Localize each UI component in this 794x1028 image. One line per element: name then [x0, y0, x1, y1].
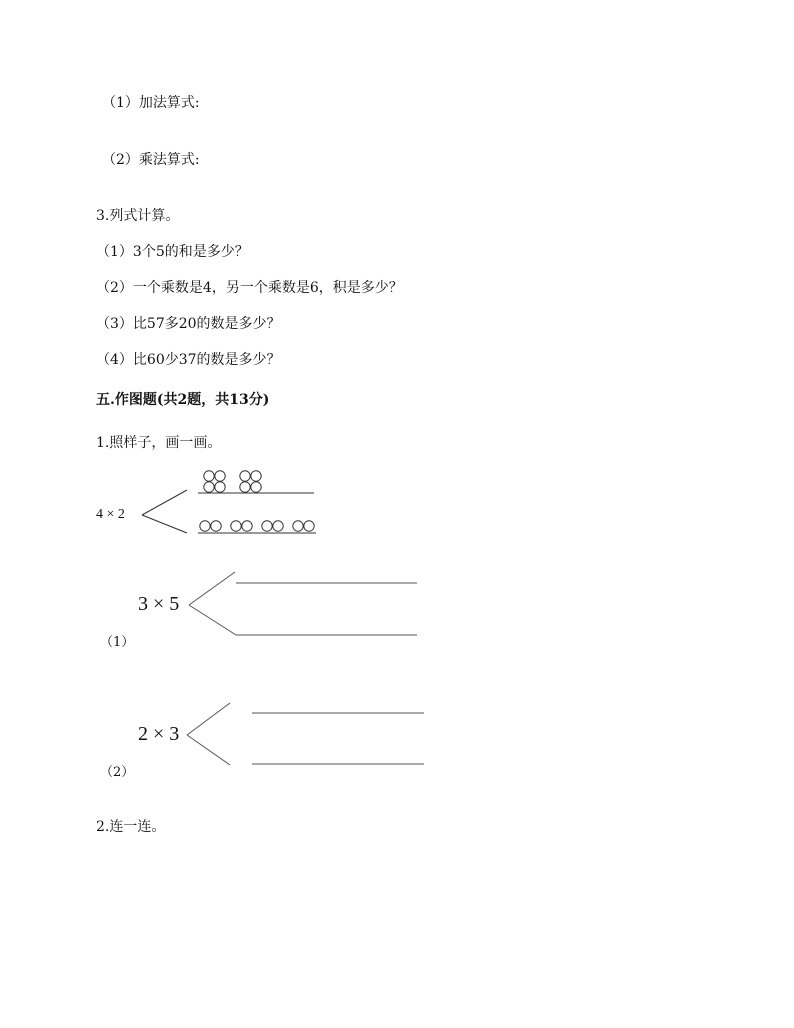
- q3-item-4: （4）比60少37的数是多少？: [96, 352, 281, 368]
- q5-1-title: 1.照样子，画一画。: [96, 435, 222, 451]
- q3-item-3: （3）比57多20的数是多少？: [96, 316, 281, 332]
- addition-formula-item: （1）加法算式:: [102, 95, 200, 111]
- part2-branch-lower: [187, 735, 230, 765]
- part2-branch-upper: [187, 703, 230, 735]
- part1-label: （1）: [100, 635, 135, 650]
- q3-item-1: （1）3个5的和是多少？: [96, 244, 249, 260]
- part1-expression: 3 × 5: [138, 593, 180, 615]
- q3-item-2: （2）一个乘数是4，另一个乘数是6，积是多少？: [96, 280, 403, 296]
- example-expression: 4 × 2: [96, 507, 125, 522]
- part2-expression: 2 × 3: [138, 723, 180, 745]
- part2-label: （2）: [100, 765, 135, 780]
- multiplication-formula-item: （2）乘法算式:: [102, 152, 200, 168]
- q5-2-title: 2.连一连。: [96, 819, 166, 835]
- q3-title: 3.列式计算。: [96, 208, 180, 224]
- section-heading: 五.作图题(共2题，共13分): [96, 392, 270, 408]
